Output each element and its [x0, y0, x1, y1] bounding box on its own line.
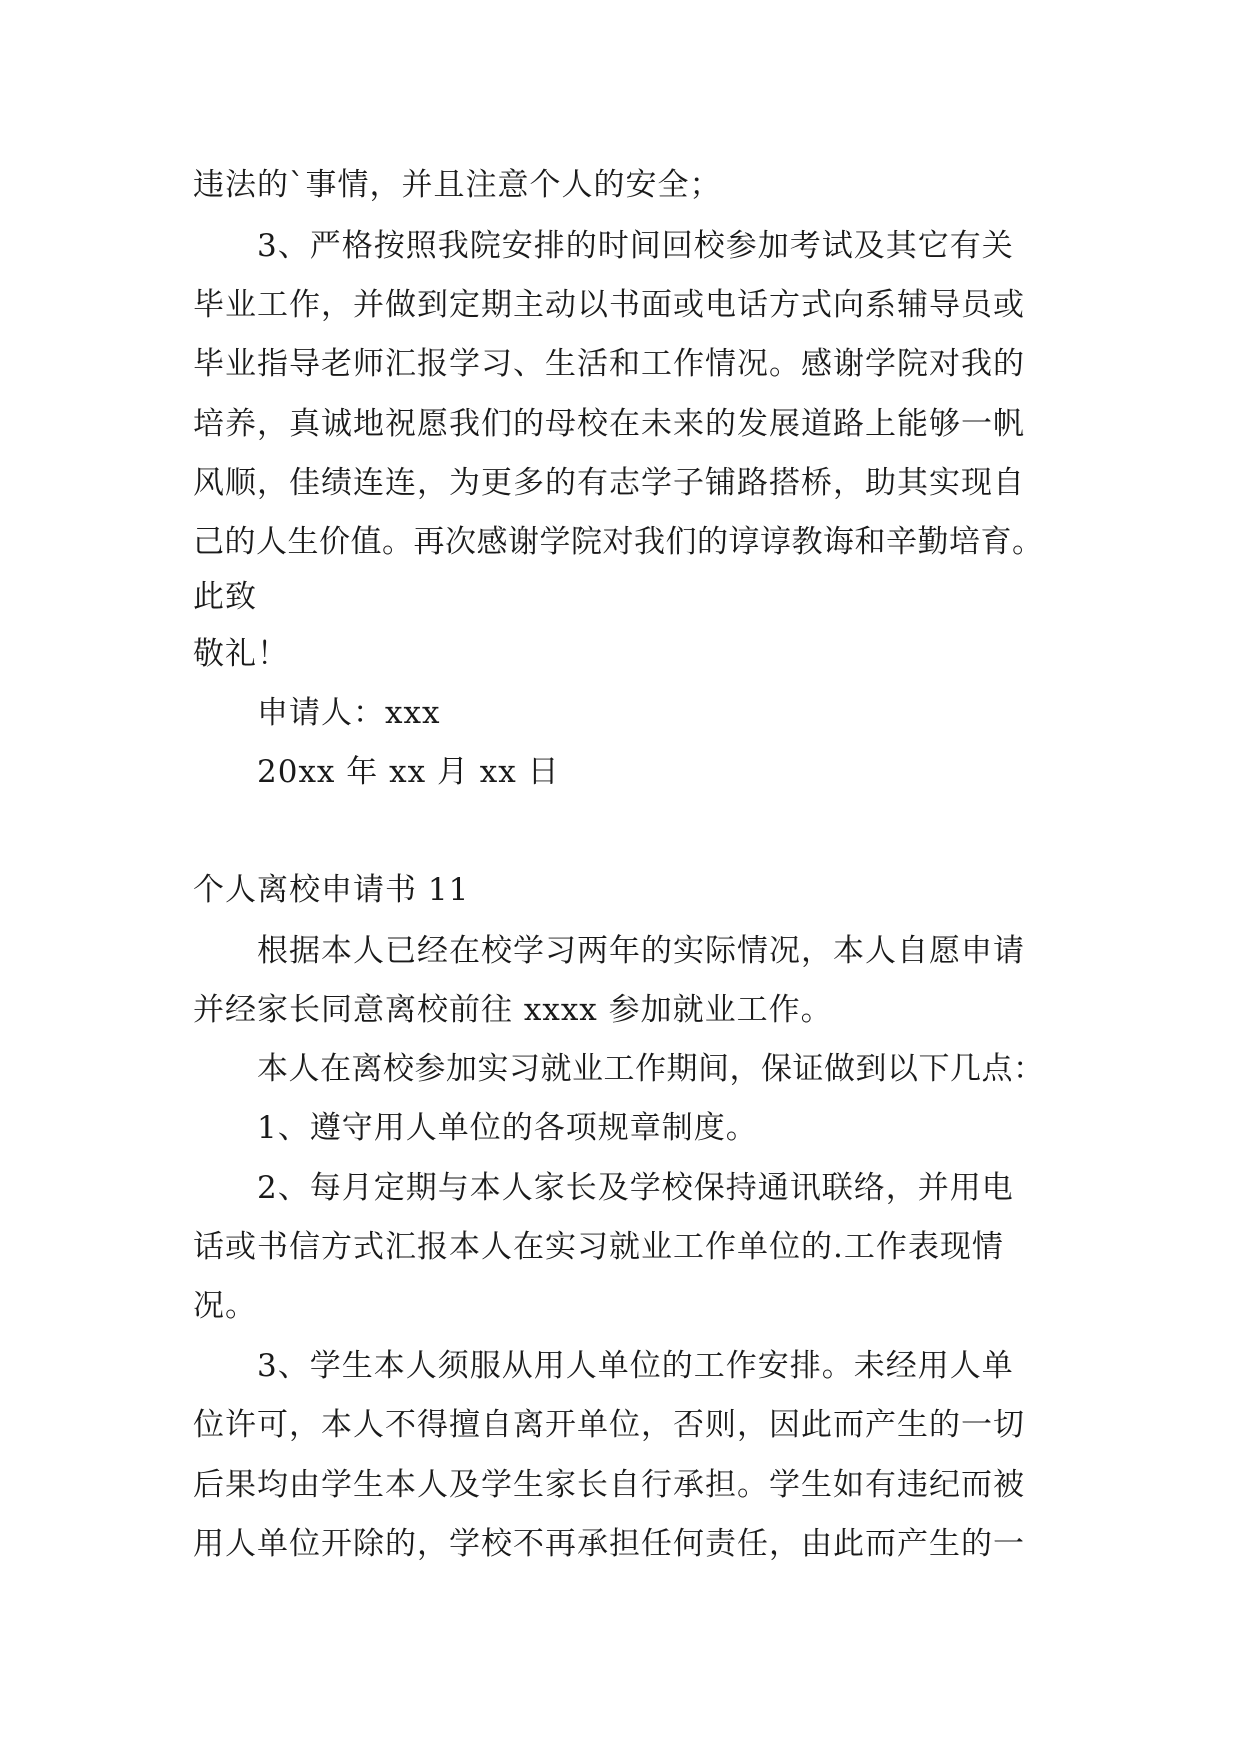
text-line: 1、遵守用人单位的各项规章制度。	[257, 1110, 758, 1146]
date-line: 20xx 年 xx 月 xx 日	[257, 754, 560, 790]
text-line: 毕业工作，并做到定期主动以书面或电话方式向系辅导员或	[193, 287, 1025, 323]
text-line: 违法的`事情，并且注意个人的安全；	[193, 167, 722, 203]
text-line: 话或书信方式汇报本人在实习就业工作单位的.工作表现情	[193, 1229, 1004, 1265]
text-line: 培养，真诚地祝愿我们的母校在未来的发展道路上能够一帆	[193, 406, 1025, 442]
text-line: 位许可，本人不得擅自离开单位，否则，因此而产生的一切	[193, 1407, 1025, 1443]
text-line: 3、严格按照我院安排的时间回校参加考试及其它有关	[257, 228, 1014, 264]
text-line: 并经家长同意离校前往 xxxx 参加就业工作。	[193, 992, 833, 1028]
text-line: 3、学生本人须服从用人单位的工作安排。未经用人单	[257, 1348, 1014, 1384]
text-line: 根据本人已经在校学习两年的实际情况，本人自愿申请	[257, 933, 1025, 969]
applicant-signature: 申请人：xxx	[257, 695, 441, 731]
text-line: 况。	[193, 1288, 257, 1324]
text-line: 风顺，佳绩连连，为更多的有志学子铺路搭桥，助其实现自	[193, 465, 1025, 501]
closing-salutation: 此致	[193, 579, 257, 615]
section-title: 个人离校申请书 11	[193, 872, 470, 908]
text-line: 后果均由学生本人及学生家长自行承担。学生如有违纪而被	[193, 1467, 1025, 1503]
text-line: 2、每月定期与本人家长及学校保持通讯联络，并用电	[257, 1170, 1014, 1206]
closing-regards: 敬礼！	[193, 636, 289, 672]
text-line: 毕业指导老师汇报学习、生活和工作情况。感谢学院对我的	[193, 346, 1025, 382]
text-line: 用人单位开除的，学校不再承担任何责任，由此而产生的一	[193, 1526, 1025, 1562]
text-line: 己的人生价值。再次感谢学院对我们的谆谆教诲和辛勤培育。	[193, 524, 1044, 560]
text-line: 本人在离校参加实习就业工作期间，保证做到以下几点：	[257, 1051, 1045, 1087]
